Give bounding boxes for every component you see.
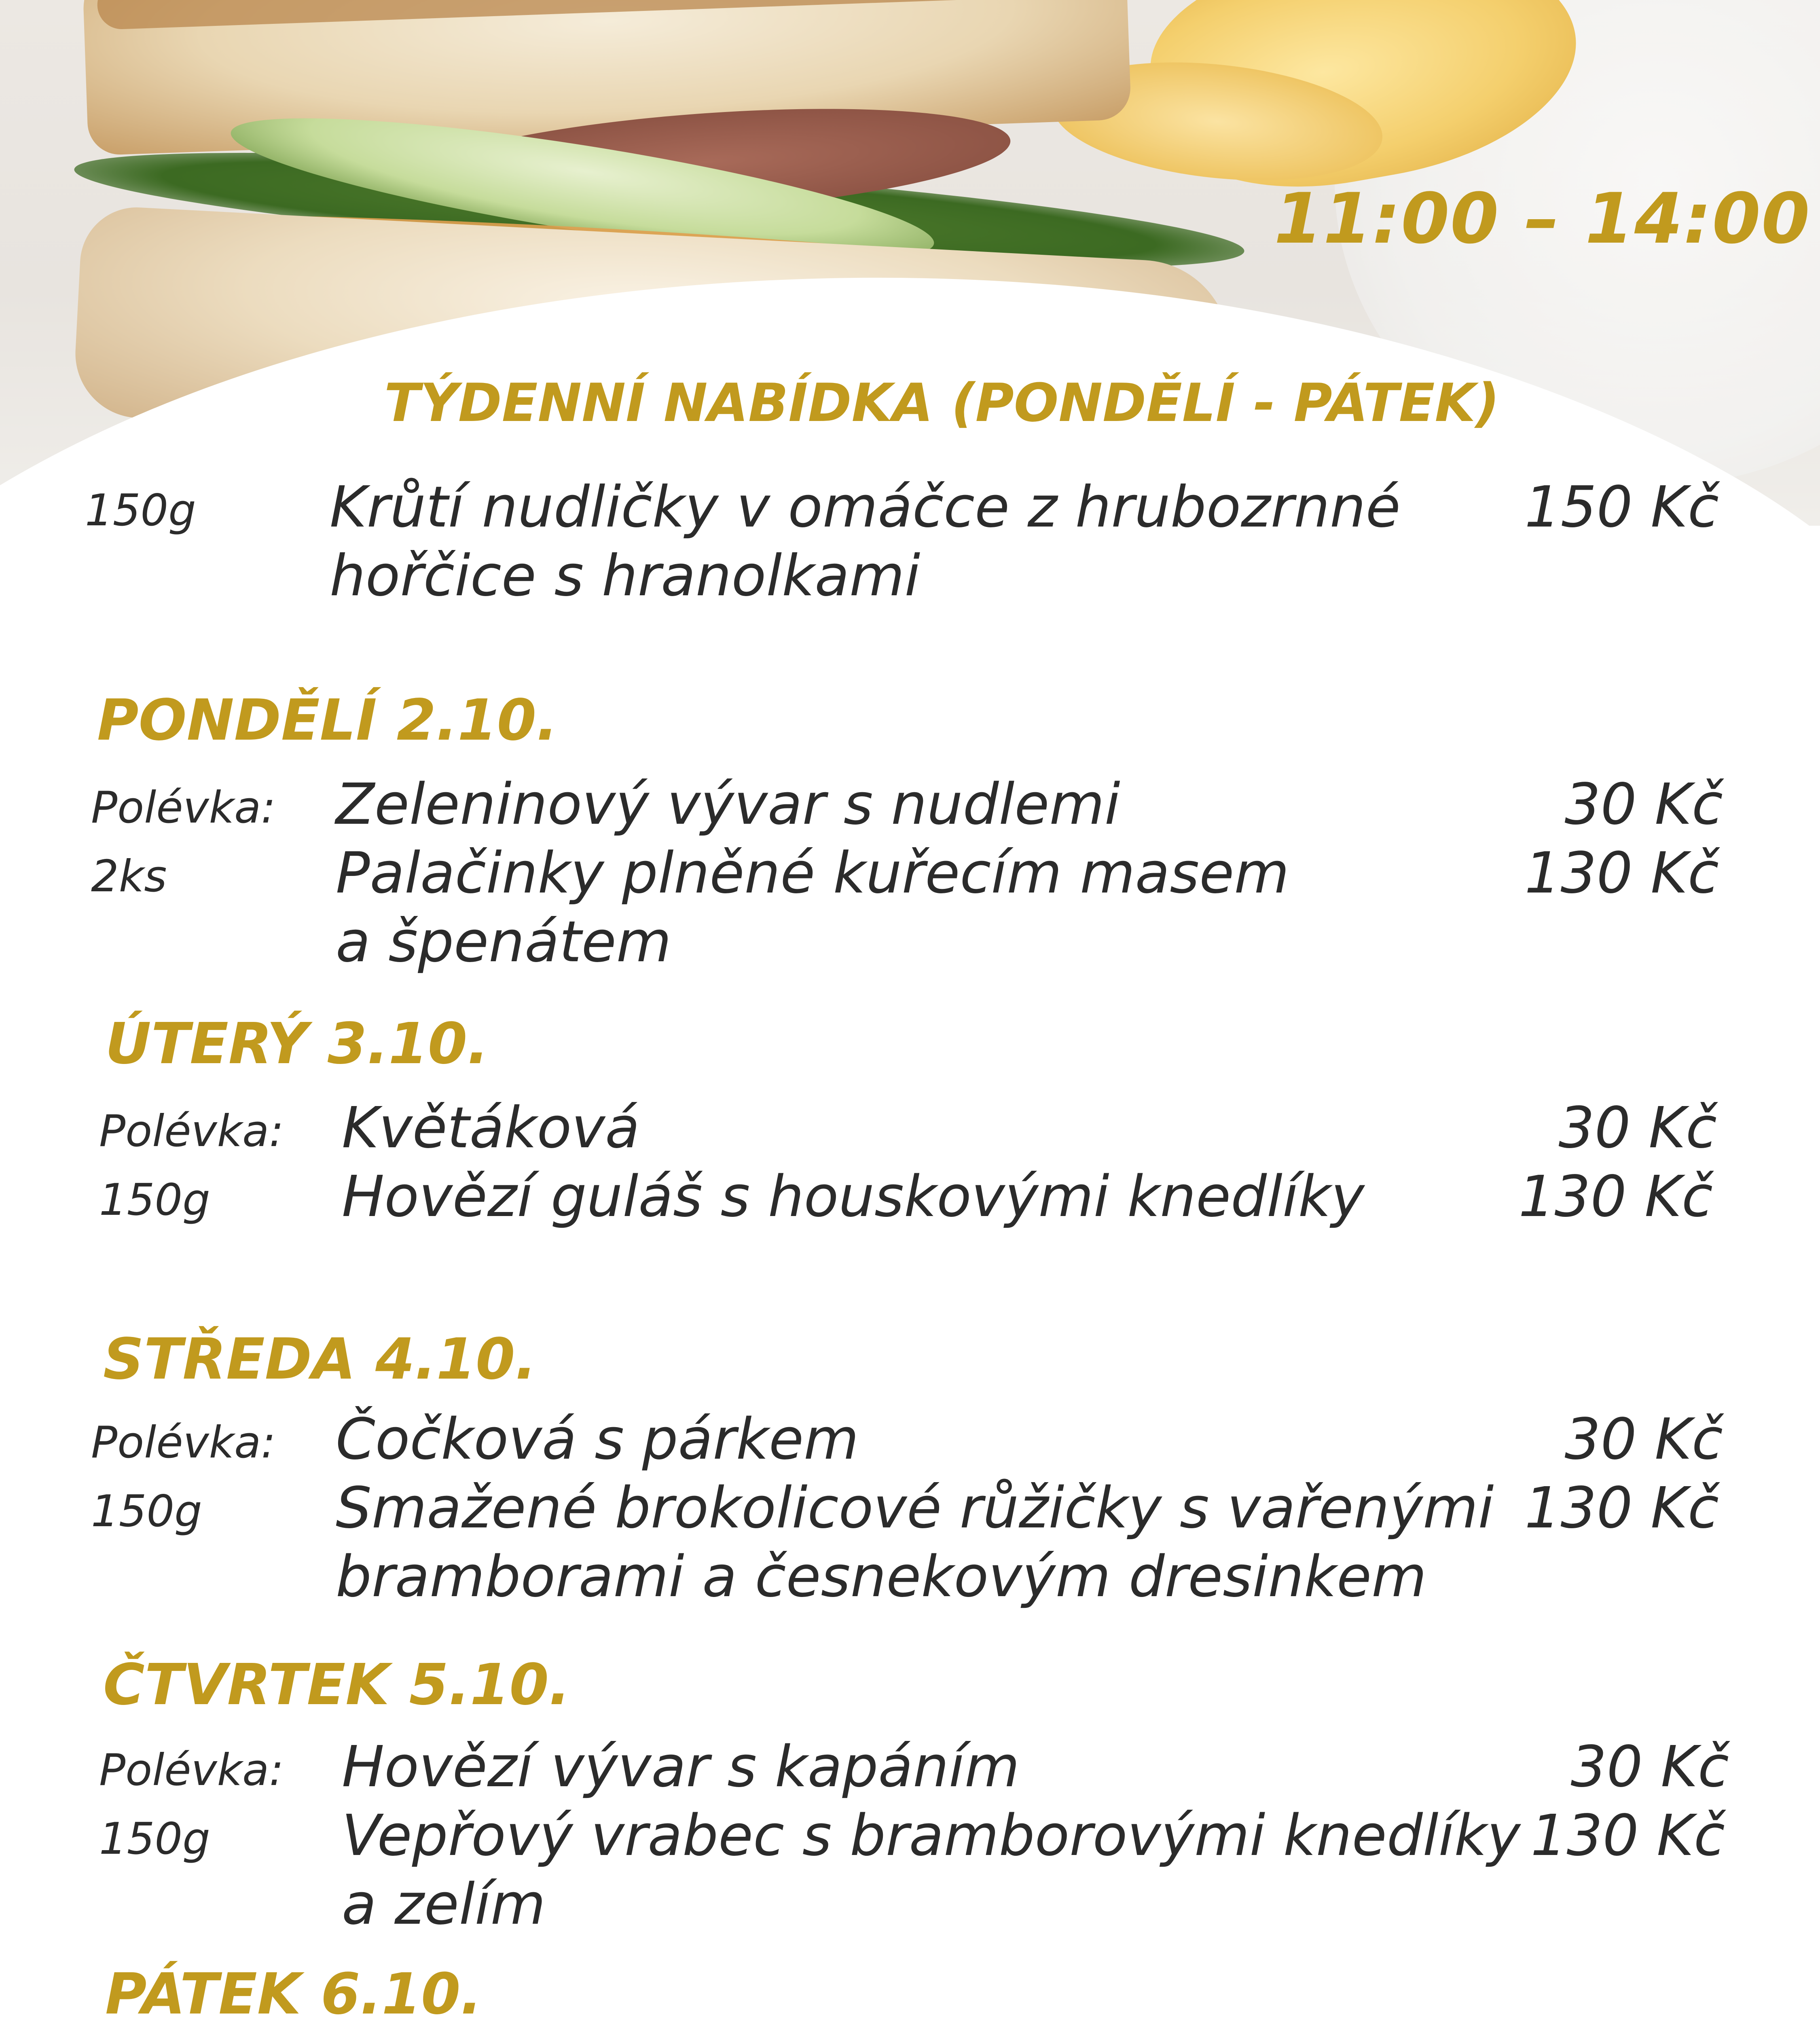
portion-label: 150g bbox=[85, 485, 196, 536]
soup-price: 30 Kč bbox=[1564, 772, 1723, 838]
portion-label: 2ks bbox=[91, 851, 167, 902]
main-dish-price: 130 Kč bbox=[1518, 1164, 1713, 1230]
soup-name: Zeleninový vývar s nudlemi bbox=[336, 772, 1120, 838]
dish-name-continued: hořčice s hranolkami bbox=[330, 543, 921, 609]
main-dish-name-continued: bramborami a česnekovým dresinkem bbox=[336, 1544, 1427, 1610]
main-dish-price: 130 Kč bbox=[1530, 1803, 1725, 1869]
dish-price: 150 Kč bbox=[1524, 474, 1719, 540]
main-dish-price: 130 Kč bbox=[1524, 1475, 1719, 1541]
portion-label: 150g bbox=[91, 1486, 202, 1537]
soup-name: Čočková s párkem bbox=[336, 1407, 859, 1472]
soup-price: 30 Kč bbox=[1570, 1734, 1729, 1800]
soup-label: Polévka: bbox=[91, 783, 276, 833]
soup-price: 30 Kč bbox=[1558, 1095, 1717, 1161]
day-heading: PÁTEK 6.10. bbox=[105, 1961, 482, 2022]
day-heading: ČTVRTEK 5.10. bbox=[103, 1652, 571, 1718]
soup-price: 30 Kč bbox=[1564, 1407, 1723, 1472]
soup-label: Polévka: bbox=[99, 1745, 284, 1796]
main-dish-name: Palačinky plněné kuřecím masem bbox=[336, 840, 1289, 906]
day-heading: STŘEDA 4.10. bbox=[103, 1326, 537, 1392]
weekly-offer-title: TÝDENNÍ NABÍDKA (PONDĚLÍ - PÁTEK) bbox=[384, 372, 1500, 434]
soup-name: Květáková bbox=[342, 1095, 640, 1161]
portion-label: 150g bbox=[99, 1175, 210, 1225]
main-dish-name: Hovězí guláš s houskovými knedlíky bbox=[342, 1164, 1365, 1230]
soup-label: Polévka: bbox=[99, 1106, 284, 1157]
portion-label: 150g bbox=[99, 1814, 210, 1864]
main-dish-name: Smažené brokolicové růžičky s vařenými bbox=[336, 1475, 1494, 1541]
main-dish-name: Vepřový vrabec s bramborovými knedlíky bbox=[342, 1803, 1521, 1869]
soup-label: Polévka: bbox=[91, 1417, 276, 1468]
day-heading: ÚTERÝ 3.10. bbox=[105, 1011, 489, 1077]
day-heading: PONDĚLÍ 2.10. bbox=[97, 687, 558, 753]
dish-name: Krůtí nudličky v omáčce z hrubozrnné bbox=[330, 474, 1401, 540]
main-dish-name-continued: a zelím bbox=[342, 1872, 546, 1937]
soup-name: Hovězí vývar s kapáním bbox=[342, 1734, 1020, 1800]
main-dish-price: 130 Kč bbox=[1524, 840, 1719, 906]
opening-hours: 11:00 – 14:00 bbox=[1274, 178, 1811, 259]
main-dish-name-continued: a špenátem bbox=[336, 909, 672, 975]
